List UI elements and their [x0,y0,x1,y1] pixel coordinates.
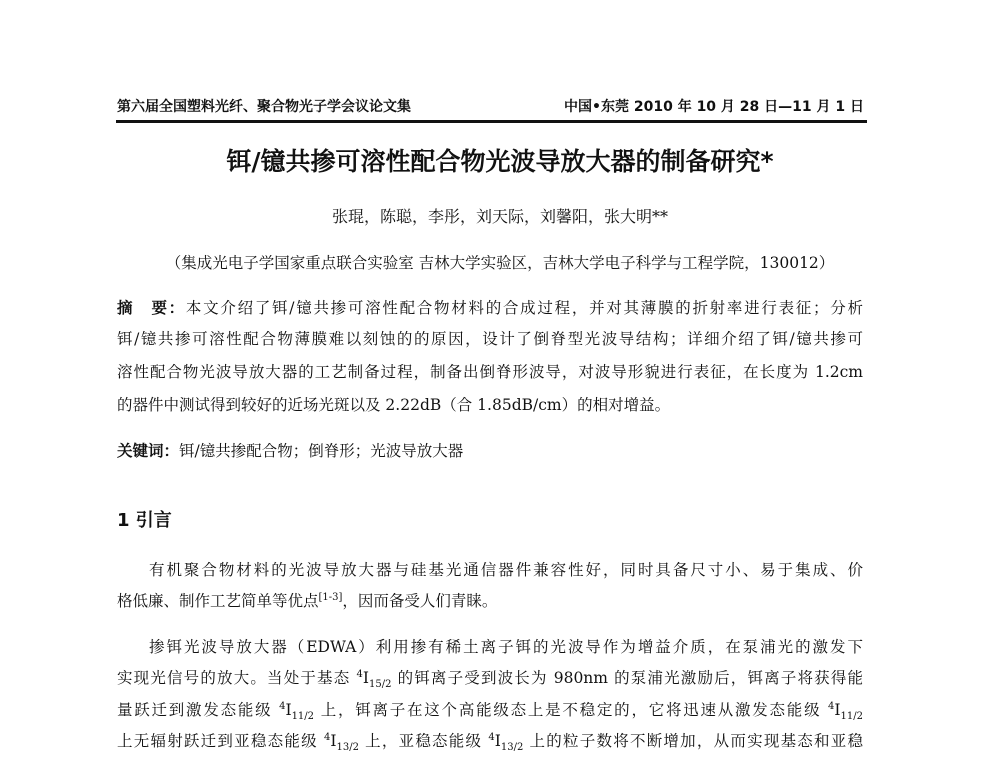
supscript-text: 4 [356,668,363,680]
subscript-text: 11/2 [840,711,863,723]
paragraph-line [149,559,863,581]
text-span: I [362,669,370,687]
subscript-text: 13/2 [336,742,359,754]
text-span: I [494,732,501,750]
paragraph-line [117,730,863,752]
paper-title: 铒/镱共掺可溶性配合物光波导放大器的制备研究* [226,147,774,176]
supscript-text: 4 [279,700,286,712]
author-list: 张琨，陈聪，李彤，刘天际，刘馨阳，张大明** [331,207,668,226]
abstract-label: 摘 要： [117,299,186,317]
supscript-text: [1-3] [318,591,343,603]
abstract-line [117,361,863,383]
supscript-text: 4 [488,731,495,743]
text-span: 铒/镱共掺可溶性配合物薄膜难以刻蚀的的原因，设计了倒脊型光波导结构；详细介绍了铒/镱共掺可 [117,330,863,348]
keywords-label: 关键词： [117,442,180,460]
text-span: 掺铒光波导放大器（EDWA）利用掺有稀土离子铒的光波导作为增益介质，在泵浦光的激发下 [149,638,863,656]
subscript-text: 11/2 [291,711,315,723]
supscript-text: 4 [828,700,835,712]
subscript-text: 13/2 [500,742,524,754]
affiliation: （集成光电子学国家重点联合实验室 吉林大学实验区，吉林大学电子科学与工程学院，130012） [165,254,835,272]
abstract-line [117,297,863,319]
supscript-text: 4 [323,731,331,743]
text-span: 上的粒子数将不断增加，从而实现基态和亚稳 [523,732,863,750]
text-span: ，因而备受人们青睐。 [342,592,498,610]
paragraph-line [117,667,863,689]
abstract-line [117,394,863,416]
text-span: 上，亚稳态能级 [358,732,489,750]
text-span: I [285,701,292,719]
paragraph-line [117,699,863,721]
paragraph-line [117,590,863,612]
text-span: 溶性配合物光波导放大器的工艺制备过程，制备出倒脊形波导，对波导形貌进行表征，在长度为 1.2cm [117,363,863,381]
text-span: 格低廉、制作工艺简单等优点 [117,592,319,610]
text-span: 量跃迁到激发态能级 [117,701,280,719]
paragraph-line [149,636,863,658]
text-span: I [834,701,841,719]
keywords [117,440,863,462]
text-span: 上，铒离子在这个高能级态上是不稳定的，它将迅速从激发态能级 [314,701,829,719]
running-header-left: 第六届全国塑料光纤、聚合物光子学会议论文集 [117,99,411,115]
text-span: 的铒离子受到波长为 980nm 的泵浦光激励后，铒离子将获得能 [391,669,863,687]
keywords-text: 铒/镱共掺配合物；倒脊形；光波导放大器 [179,442,464,460]
abstract-line [117,328,863,350]
text-span: 的器件中测试得到较好的近场光斑以及 2.22dB（合 1.85dB/cm）的相对增益。 [117,396,671,414]
text-span: 有机聚合物材料的光波导放大器与硅基光通信器件兼容性好，同时具备尺寸小、易于集成、价 [149,561,863,579]
header-rule [116,120,867,123]
running-header-right: 中国•东莞 2010 年 10 月 28 日—11 月 1 日 [564,99,864,115]
text-span: I [330,732,337,750]
section-heading: 1 引言 [117,510,172,531]
text-span: 上无辐射跃迁到亚稳态能级 [117,732,324,750]
text-span: 实现光信号的放大。当处于基态 [117,669,357,687]
subscript-text: 15/2 [369,679,392,691]
text-span: 本文介绍了铒/镱共掺可溶性配合物材料的合成过程，并对其薄膜的折射率进行表征；分析 [185,299,863,317]
